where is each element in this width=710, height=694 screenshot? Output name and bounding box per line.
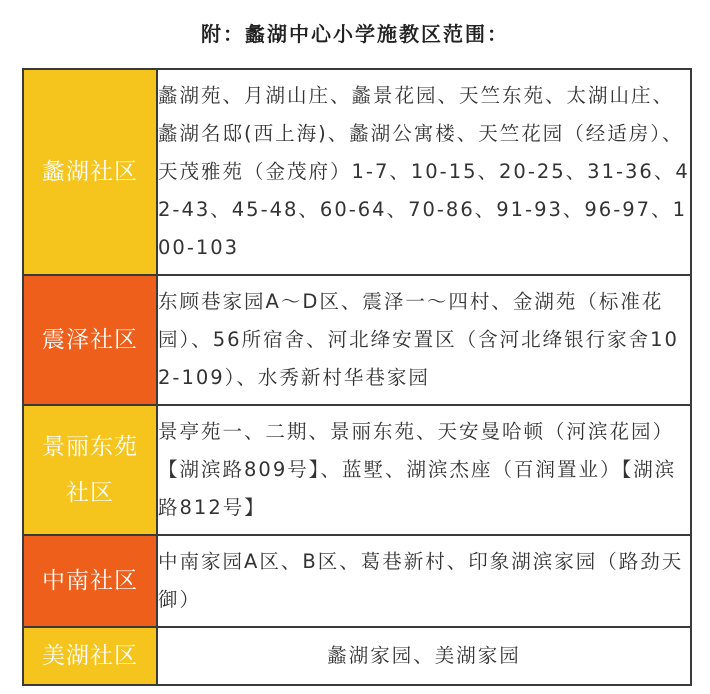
page-title: 附：蠡湖中心小学施教区范围： [201,22,509,46]
community-label-zhongnan: 中南社区 [23,535,157,627]
community-areas-zhongnan: 中南家园A区、B区、葛巷新村、印象湖滨家园（路劲天御） [157,535,691,627]
community-areas-lihu: 蠡湖苑、月湖山庄、蠡景花园、天竺东苑、太湖山庄、蠡湖名邸(西上海)、蠡湖公寓楼、天竺花园（经适房）、天茂雅苑（金茂府）1-7、10-15、20-25、31-36、42-43、45-48、60-64、70-86、91-93、96-97、100-103 [157,69,691,275]
community-areas-zhenze: 东顾巷家园A～D区、震泽一～四村、金湖苑（标准花园）、56所宿舍、河北绛安置区（含河北绛银行家舍102-109）、水秀新村华巷家园 [157,275,691,405]
community-label-meihu: 美湖社区 [23,627,157,685]
table-row [23,69,691,275]
school-district-table [22,68,692,686]
community-label-jinglidongyuan [23,405,157,535]
community-areas-meihu: 蠡湖家园、美湖家园 [157,627,691,685]
table-row [23,627,691,685]
community-label-zhenze: 震泽社区 [23,275,157,405]
community-label-line2: 社区 [66,480,114,506]
community-label-line1: 景丽东苑 [42,434,138,460]
table-row [23,535,691,627]
community-areas-jinglidongyuan: 景亭苑一、二期、景丽东苑、天安曼哈顿（河滨花园）【湖滨路809号】、蓝墅、湖滨杰座（百润置业）【湖滨路812号】 [157,405,691,535]
table-row [23,405,691,535]
community-label-lihu: 蠡湖社区 [23,69,157,275]
table-row [23,275,691,405]
